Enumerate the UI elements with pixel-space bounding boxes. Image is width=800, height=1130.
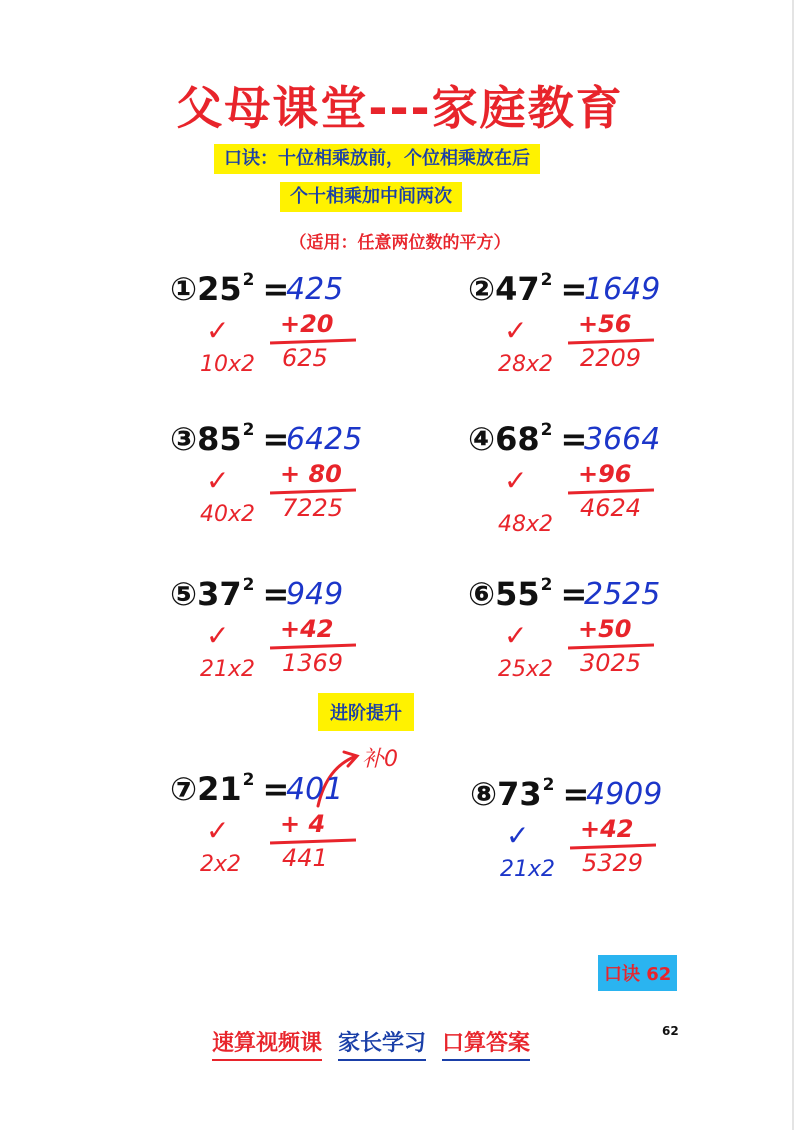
problem-equation [170,420,289,458]
addend: + 4 [280,810,326,838]
base-value: 55 [495,575,540,613]
equals-sign: = [262,575,290,613]
problem-5 [170,575,430,705]
check-mark-icon: ✓ [206,619,230,652]
check-mark-icon: ✓ [206,314,230,347]
final-result: 625 [282,344,328,372]
advanced-section-label: 进阶提升 [318,693,414,731]
check-mark-icon: ✓ [206,814,230,847]
partial-answer: 949 [286,577,344,612]
problem-marker: ② [468,270,496,308]
partial-answer: 2525 [584,577,661,612]
equals-sign: = [560,575,588,613]
problem-marker: ⑧ [470,775,498,813]
page-title: 父母课堂---家庭教育 [176,81,624,135]
problem-6 [468,575,728,705]
base-value: 37 [197,575,242,613]
problem-base [495,575,552,613]
final-result: 441 [282,844,328,872]
equals-sign: = [560,270,588,308]
problem-base [197,270,254,308]
footer-parent-learning[interactable]: 家长学习 [338,1026,426,1061]
final-result: 1369 [282,649,344,677]
problem-base [197,420,254,458]
problem-marker: ③ [170,420,198,458]
cross-product: 48x2 [498,512,554,537]
cross-product: 40x2 [200,502,256,527]
final-result: 2209 [580,344,642,372]
footer-video-course[interactable]: 速算视频课 [212,1026,322,1061]
problem-marker: ① [170,270,198,308]
exponent: 2 [540,420,553,440]
exponent: 2 [540,575,553,595]
annotation-text: 补0 [362,747,398,772]
partial-answer: 3664 [584,422,661,457]
rule-line-1: 口诀：十位相乘放前，个位相乘放在后 [214,144,540,174]
problem-4 [468,420,728,550]
base-value: 85 [197,420,242,458]
page-edge-shadow [792,0,794,1130]
addend: +42 [580,815,634,843]
exponent: 2 [242,270,255,290]
cross-product: 28x2 [498,352,554,377]
problem-base [495,270,552,308]
base-value: 47 [495,270,540,308]
problem-7 [170,770,430,900]
equals-sign: = [262,770,290,808]
addend: +20 [280,310,334,338]
problem-8 [470,775,730,905]
check-mark-icon: ✓ [504,619,528,652]
problem-marker: ⑤ [170,575,198,613]
final-result: 7225 [282,494,344,522]
equals-sign: = [262,270,290,308]
final-result: 5329 [582,849,644,877]
base-value: 73 [497,775,542,813]
final-result: 3025 [580,649,642,677]
problem-base [497,775,554,813]
problem-marker: ⑥ [468,575,496,613]
problem-equation [468,270,587,308]
cross-product: 21x2 [200,657,256,682]
problem-equation [170,770,289,808]
problem-marker: ⑦ [170,770,198,808]
problem-base [197,770,254,808]
rule-line-2: 个十相乘加中间两次 [280,182,462,212]
base-value: 68 [495,420,540,458]
check-mark-icon: ✓ [504,314,528,347]
exponent: 2 [542,775,555,795]
exponent: 2 [540,270,553,290]
equals-sign: = [560,420,588,458]
footer-links [212,1026,530,1061]
problem-marker: ④ [468,420,496,458]
problem-equation [170,270,289,308]
check-mark-icon: ✓ [506,819,530,852]
applicability-note: （适用：任意两位数的平方） [289,233,511,253]
exponent: 2 [242,770,255,790]
partial-answer: 4909 [586,777,663,812]
addend: +42 [280,615,334,643]
page-number: 62 [662,1024,679,1038]
problem-2 [468,270,728,400]
equals-sign: = [562,775,590,813]
check-mark-icon: ✓ [504,464,528,497]
base-value: 25 [197,270,242,308]
problem-equation [470,775,589,813]
partial-answer: 6425 [286,422,363,457]
problem-1 [170,270,430,400]
base-value: 21 [197,770,242,808]
cross-product: 10x2 [200,352,256,377]
formula-badge: 口诀 62 [598,955,677,991]
cross-product: 2x2 [200,852,242,877]
problem-equation [170,575,289,613]
footer-answers[interactable]: 口算答案 [442,1026,530,1061]
problem-equation [468,575,587,613]
addend: + 80 [280,460,342,488]
problem-base [495,420,552,458]
addend: +96 [578,460,632,488]
equals-sign: = [262,420,290,458]
partial-answer: 401 [286,772,344,807]
exponent: 2 [242,575,255,595]
cross-product: 25x2 [498,657,554,682]
problem-base [197,575,254,613]
partial-answer: 425 [286,272,344,307]
final-result: 4624 [580,494,642,522]
check-mark-icon: ✓ [206,464,230,497]
problem-3 [170,420,430,550]
partial-answer: 1649 [584,272,661,307]
problem-equation [468,420,587,458]
addend: +56 [578,310,632,338]
exponent: 2 [242,420,255,440]
cross-product: 21x2 [500,857,556,882]
addend: +50 [578,615,632,643]
